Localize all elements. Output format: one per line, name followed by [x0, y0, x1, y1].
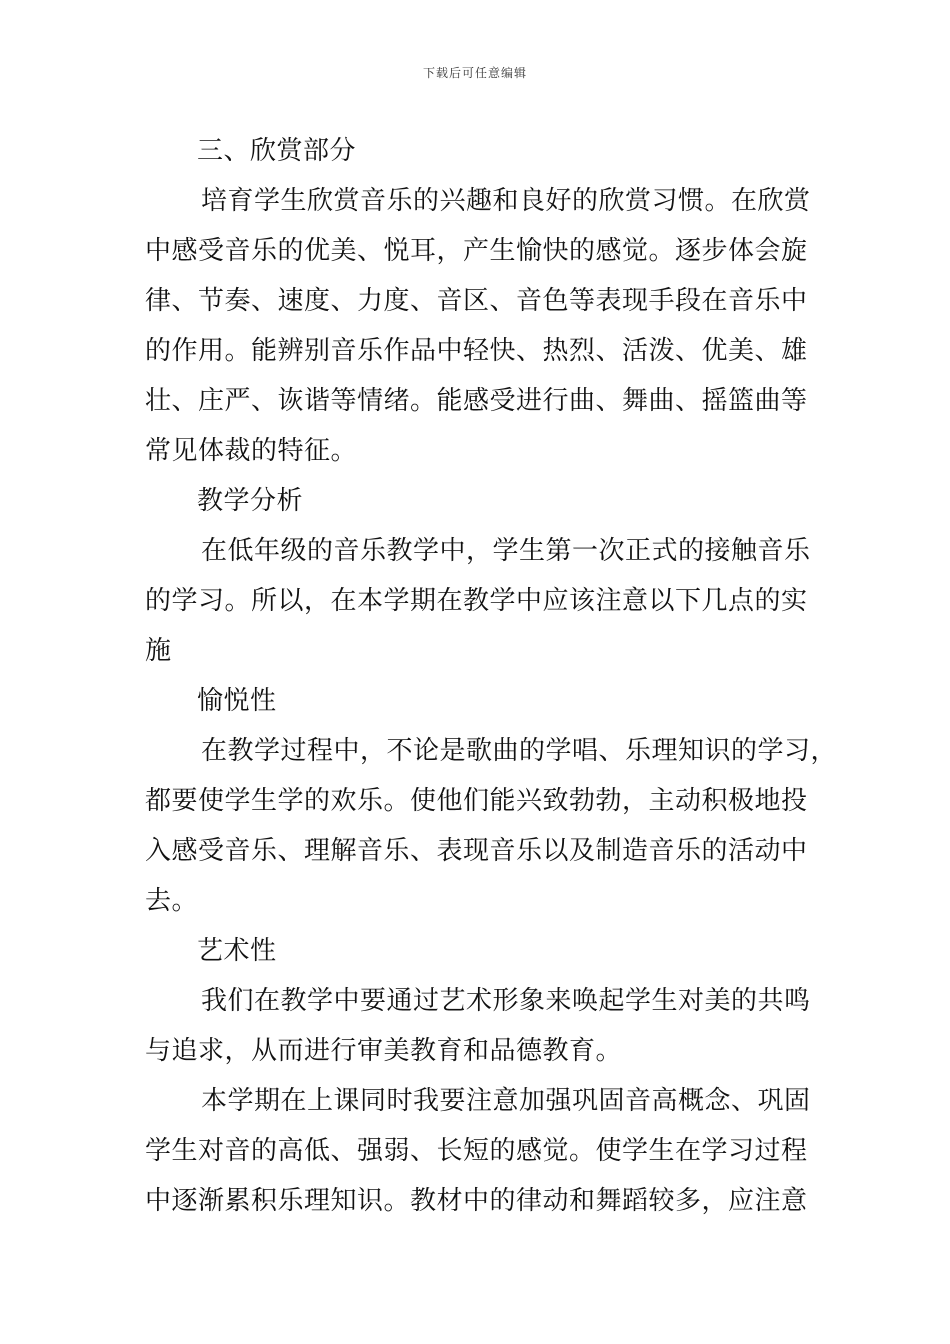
text-line: 与追求，从而进行审美教育和品德教育。: [145, 1036, 623, 1066]
text-line: 壮、庄严、诙谐等情绪。能感受进行曲、舞曲、摇篮曲等: [145, 386, 808, 416]
text-line: 的作用。能辨别音乐作品中轻快、热烈、活泼、优美、雄: [145, 336, 808, 366]
text-line: 施: [145, 636, 172, 666]
text-line: 在教学过程中，不论是歌曲的学唱、乐理知识的学习，: [201, 736, 838, 766]
text-line: 律、节奏、速度、力度、音区、音色等表现手段在音乐中: [145, 286, 808, 316]
text-line: 本学期在上课同时我要注意加强巩固音高概念、巩固: [201, 1086, 811, 1116]
text-line: 学生对音的高低、强弱、长短的感觉。使学生在学习过程: [145, 1136, 808, 1166]
text-line: 愉悦性: [197, 686, 277, 716]
text-line: 教学分析: [197, 486, 304, 516]
page-header: 下载后可任意编辑: [422, 66, 527, 80]
text-line: 中逐渐累积乐理知识。教材中的律动和舞蹈较多，应注意: [145, 1186, 808, 1216]
text-line: 我们在教学中要通过艺术形象来唤起学生对美的共鸣: [201, 986, 811, 1016]
text-line: 艺术性: [197, 936, 277, 966]
text-line: 中感受音乐的优美、悦耳，产生愉快的感觉。逐步体会旋: [145, 236, 808, 266]
text-line: 入感受音乐、理解音乐、表现音乐以及制造音乐的活动中: [145, 836, 808, 866]
text-line: 都要使学生学的欢乐。使他们能兴致勃勃，主动积极地投: [145, 786, 808, 816]
text-line: 去。: [145, 886, 199, 916]
document-body: [145, 126, 838, 1226]
text-line: 在低年级的音乐教学中，学生第一次正式的接触音乐: [201, 536, 811, 566]
text-line: 的学习。所以，在本学期在教学中应该注意以下几点的实: [145, 586, 808, 616]
text-line: 培育学生欣赏音乐的兴趣和良好的欣赏习惯。在欣赏: [201, 186, 811, 216]
text-line: 三、欣赏部分: [197, 136, 357, 166]
text-line: 常见体裁的特征。: [145, 436, 358, 466]
